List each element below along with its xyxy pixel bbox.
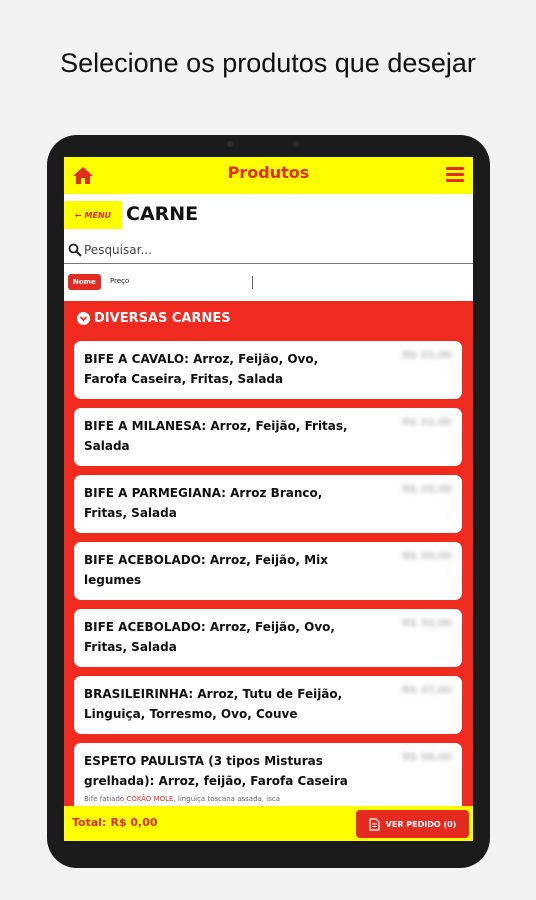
menu-button-label: MENU <box>84 210 112 220</box>
product-card[interactable] <box>74 341 462 399</box>
product-price: R$ 35,00 <box>402 484 452 495</box>
order-total <box>72 816 158 829</box>
product-card[interactable] <box>74 609 462 667</box>
product-price: R$ 30,00 <box>402 551 452 562</box>
group-header[interactable] <box>77 311 231 326</box>
top-bar <box>64 157 473 194</box>
hamburger-menu-icon[interactable] <box>446 167 464 183</box>
app-screen <box>64 157 473 841</box>
sort-options <box>64 265 473 301</box>
tablet-frame <box>47 135 490 868</box>
product-price: R$ 37,00 <box>402 685 452 696</box>
product-description: Bife fatiado COXÃO MOLE, linguiça toscana assada, isca <box>84 795 280 803</box>
product-price: R$ 32,00 <box>402 618 452 629</box>
search-icon <box>68 243 82 257</box>
divider <box>252 276 253 289</box>
page-headline: Selecione os produtos que desejar <box>60 48 476 78</box>
product-name: BIFE A MILANESA: Arroz, Feijão, Fritas, Salada <box>84 419 348 453</box>
product-card[interactable] <box>74 475 462 533</box>
camera-dot <box>293 141 299 147</box>
category-title: CARNE <box>126 203 199 225</box>
search-bar <box>64 237 473 264</box>
product-price: R$ 32,00 <box>402 417 452 428</box>
product-name: BIFE ACEBOLADO: Arroz, Feijão, Mix legumes <box>84 553 328 587</box>
product-card[interactable] <box>74 676 462 734</box>
group-title: DIVERSAS CARNES <box>94 311 231 326</box>
document-icon <box>369 818 380 831</box>
product-name: BIFE A PARMEGIANA: Arroz Branco, Fritas, Salada <box>84 486 323 520</box>
product-list <box>64 301 473 806</box>
product-price: R$ 32,00 <box>402 350 452 361</box>
search-input[interactable] <box>84 239 464 261</box>
product-name: BRASILEIRINHA: Arroz, Tutu de Feijão, Linguiça, Torresmo, Ovo, Couve <box>84 687 343 721</box>
product-name: ESPETO PAULISTA (3 tipos Misturas grelhada): Arroz, feijão, Farofa Caseira <box>84 754 348 788</box>
product-price: R$ 38,00 <box>402 752 452 763</box>
product-card[interactable] <box>74 743 462 806</box>
total-label: Total: <box>72 816 107 829</box>
product-card[interactable] <box>74 408 462 466</box>
bottom-bar <box>64 806 473 841</box>
arrow-left-icon: ← <box>74 210 82 220</box>
total-value: R$ 0,00 <box>110 816 158 829</box>
chevron-down-circle-icon <box>77 312 90 325</box>
home-icon[interactable] <box>72 165 94 185</box>
view-order-button[interactable] <box>356 810 469 838</box>
camera-dot <box>227 141 233 147</box>
view-order-label: VER PEDIDO (0) <box>385 819 457 829</box>
sort-by-price-button[interactable]: Preço <box>110 277 130 285</box>
product-card[interactable] <box>74 542 462 600</box>
page-title: Produtos <box>227 163 310 182</box>
sort-by-name-button[interactable]: Nome <box>68 274 101 290</box>
back-to-menu-button[interactable] <box>64 201 122 229</box>
product-name: BIFE ACEBOLADO: Arroz, Feijão, Ovo, Fritas, Salada <box>84 620 335 654</box>
product-name: BIFE A CAVALO: Arroz, Feijão, Ovo, Farofa Caseira, Fritas, Salada <box>84 352 319 386</box>
